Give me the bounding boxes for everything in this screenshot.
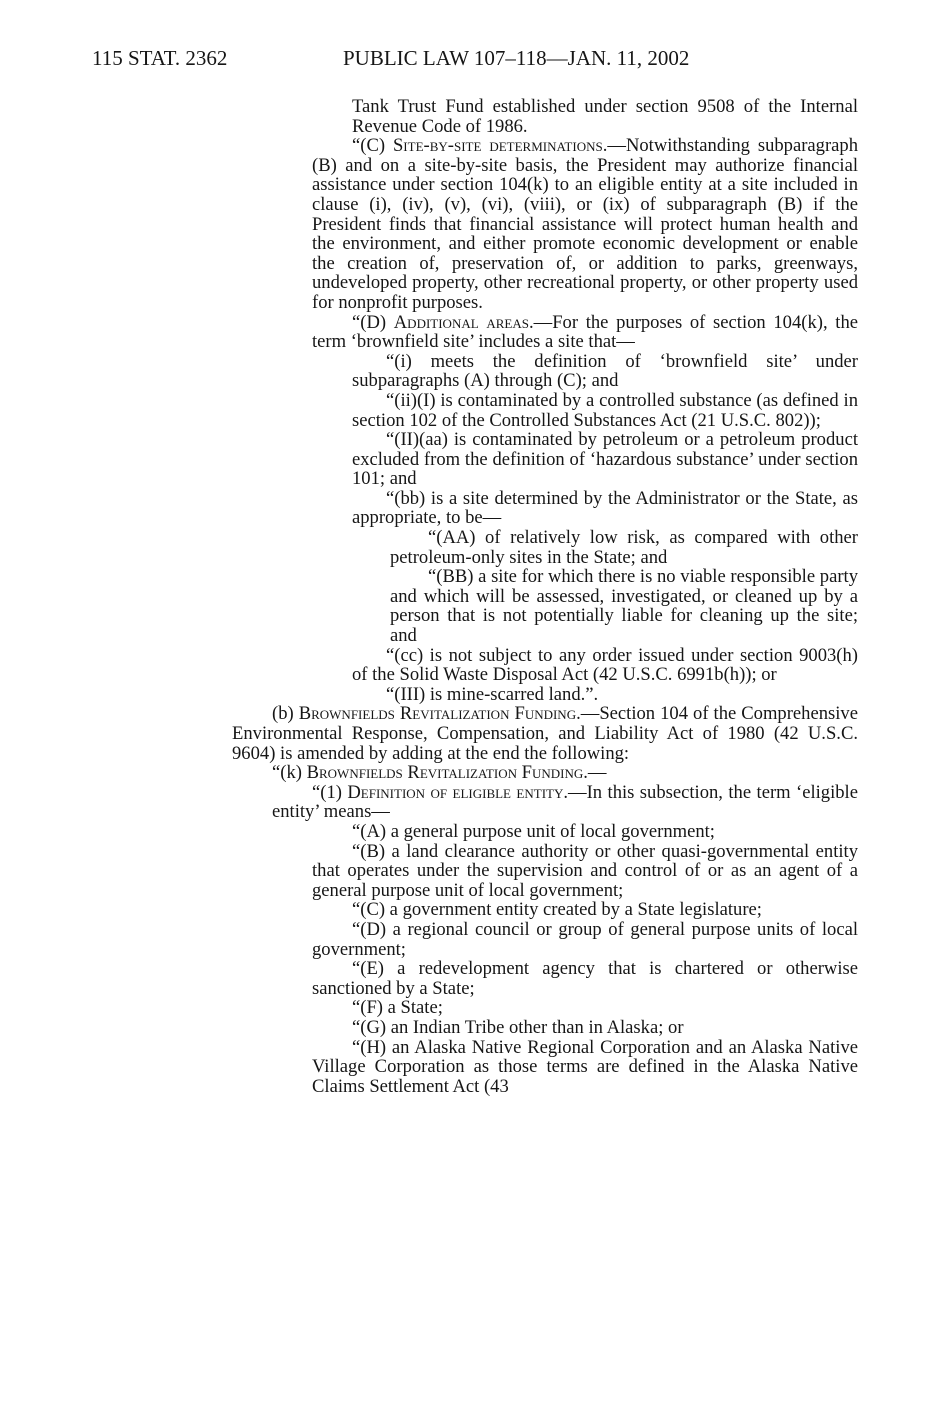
clause-ii-I — [352, 391, 858, 430]
paragraph-text: Tank Trust Fund established under section 9508 of the Internal Revenue Code of 1986. — [352, 96, 858, 137]
paragraph-text: “(bb) is a site determined by the Administrator or the State, as appropriate, to be— — [352, 487, 858, 529]
paragraph-heading: Brownfields Revitalization Funding. — [306, 762, 588, 784]
paragraph-text: “(B) a land clearance authority or other quasi-governmental entity that operates under the supervision and control of or as an agent of a general purpose unit of local government; — [312, 840, 858, 901]
paragraph-text: “(E) a redevelopment agency that is chartered or otherwise sanctioned by a State; — [312, 958, 858, 999]
clause-cc — [352, 646, 858, 685]
entity-H — [312, 1038, 858, 1097]
paragraph-text: “(III) is mine-scarred land.”. — [386, 683, 599, 705]
entity-G — [312, 1018, 858, 1038]
entity-F — [312, 998, 858, 1018]
paragraph-text: “(H) an Alaska Native Regional Corporation and an Alaska Native Village Corporation as those terms are defined in the Alaska Native Claims Settlement Act (43 — [312, 1036, 858, 1097]
paragraph-text: “(i) meets the definition of ‘brownfield site’ under subparagraphs (A) through (C); and — [352, 350, 858, 392]
subsection-k — [232, 763, 858, 783]
subparagraph-c — [312, 136, 858, 312]
paragraph-k-1 — [272, 783, 858, 822]
clause-i — [352, 352, 858, 391]
paragraph-heading: Additional areas. — [393, 311, 534, 333]
paragraph-heading: Site-by-site determinations. — [392, 135, 608, 157]
paragraph-text: “(II)(aa) is contaminated by petroleum or a petroleum product excluded from the definition of ‘hazardous substance’ under section 101; and — [352, 429, 858, 490]
paragraph-text: —Notwithstanding subparagraph (B) and on a site-by-site basis, the President may authorize financial assistance under section 104(k) to an eligible entity at a site included in clause (i), (iv), (v), (vi), (viii), or (ix) of subparagraph (B) if the President finds that financial assistance will protect human health and the environment, and either promote economic development or enable the creation of, preservation of, or addition to parks, greenways, undeveloped property, other recreational property, or other property used for nonprofit purposes. — [312, 135, 858, 313]
clause-III — [352, 685, 858, 705]
paragraph-text: “(C) a government entity created by a State legislature; — [352, 899, 762, 921]
paragraph-lead: (b) — [272, 703, 299, 725]
subsection-b — [232, 704, 858, 763]
subparagraph-d — [312, 313, 858, 352]
paragraph-text: “(BB) a site for which there is no viable responsible party and which will be assessed, investigated, or cleaned up by a person that is not potentially liable for cleaning up the site; and — [390, 566, 858, 647]
entity-D — [312, 920, 858, 959]
paragraph-text: “(AA) of relatively low risk, as compared with other petroleum-only sites in the State; and — [390, 527, 858, 568]
statute-page-reference: 115 STAT. 2362 — [92, 46, 228, 70]
paragraph-text: —Section 104 of the Comprehensive Environmental Response, Compensation, and Liability Act of 1980 (42 U.S.C. 9604) is amended by adding at the end the following: — [232, 703, 858, 764]
entity-C — [312, 900, 858, 920]
page-header — [0, 46, 949, 76]
paragraph-heading: Definition of eligible entity. — [347, 781, 569, 803]
paragraph-text: “(F) a State; — [352, 997, 443, 1019]
paragraph-lead: “(D) — [352, 311, 394, 333]
paragraph-lead: “(k) — [272, 762, 307, 784]
clause-AA — [390, 528, 858, 567]
clause-bb — [352, 489, 858, 528]
public-law-title: PUBLIC LAW 107–118—JAN. 11, 2002 — [343, 46, 690, 70]
paragraph-text: — — [587, 762, 607, 784]
clause-BB — [390, 567, 858, 645]
clause-II-aa — [352, 430, 858, 489]
paragraph-text: “(A) a general purpose unit of local government; — [352, 820, 715, 842]
paragraph-text: “(cc) is not subject to any order issued under section 9003(h) of the Solid Waste Disposal Act (42 U.S.C. 6991b(h)); or — [352, 644, 858, 686]
paragraph-text: —For the purposes of section 104(k), the term ‘brownfield site’ includes a site that— — [312, 311, 858, 353]
paragraph-lead: “(C) — [352, 135, 393, 157]
paragraph-heading: Brownfields Revitalization Funding. — [298, 703, 581, 725]
entity-B — [312, 842, 858, 901]
continued-paragraph — [352, 97, 858, 136]
entity-E — [312, 959, 858, 998]
entity-A — [312, 822, 858, 842]
paragraph-lead: “(1) — [312, 781, 348, 803]
paragraph-text: “(ii)(I) is contaminated by a controlled substance (as defined in section 102 of the Controlled Substances Act (21 U.S.C. 802)); — [352, 389, 858, 431]
paragraph-text: “(G) an Indian Tribe other than in Alaska; or — [352, 1016, 684, 1038]
statute-body — [0, 97, 949, 1096]
paragraph-text: “(D) a regional council or group of general purpose units of local government; — [312, 918, 858, 960]
paragraph-text: —In this subsection, the term ‘eligible entity’ means— — [272, 781, 858, 823]
